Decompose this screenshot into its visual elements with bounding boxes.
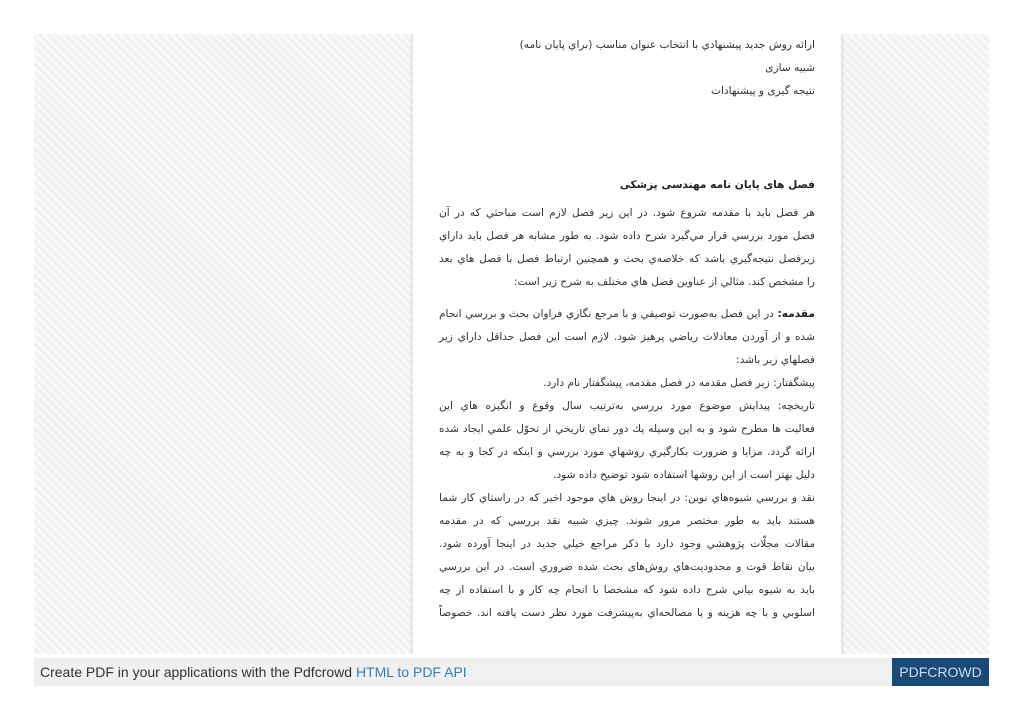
paragraph-line: ارائه گردد. مزايا و ضرورت بكارگيري روشهاي مورد بررسي و اينكه در كجا و به چه bbox=[439, 446, 815, 458]
content-column bbox=[412, 34, 842, 654]
paragraph-line: نقد و بررسي شيوه‌هاي نوين: در اينجا روش هاي موجود اخير كه در راستاي كار شما bbox=[439, 492, 815, 504]
section-heading: فصل های پايان نامه مهندسی پزشكی bbox=[619, 179, 815, 191]
paragraph-line: هستند بايد به طور مختصر مرور شوند. چيزي شبيه نقد بررسي كه در مقدمه bbox=[439, 515, 815, 527]
body-paragraphs bbox=[439, 372, 815, 625]
footer-text: Create PDF in your applications with the Pdfcrowd bbox=[40, 664, 353, 680]
paragraph-line: فصل مورد بررسي قرار مي‌گيرد شرح داده شود. به طور مشابه هر فصل بايد داراي bbox=[439, 230, 815, 242]
html-to-pdf-api-link[interactable]: HTML to PDF API bbox=[355, 664, 467, 680]
toc-item: شبيه سازی bbox=[765, 62, 815, 74]
paragraph-line: اسلوبي و با چه هزينه و يا مصالحه‌اي به‌پيشرفت مورد نظر دست يافته اند. خصوصاً bbox=[439, 607, 815, 619]
paragraph-line: بيان نقاط قوت و محدوديت‌هاي روش‌های بحث شده ضروري است. در اين بررسي bbox=[439, 561, 815, 573]
toc-item: نتيجه گيری و پيشنهادات bbox=[711, 85, 815, 97]
paragraph-line: دليل بهتر است از اين روشها استفاده شود توضيح داده شود. bbox=[553, 469, 815, 481]
paragraph-line: فصلهاي زير باشد: bbox=[736, 354, 815, 366]
paragraph-line: تاريخچه: پيدايش موضوع مورد بررسي به‌ترتيب سال وقوع و انگيزه هاي اين bbox=[439, 400, 815, 412]
paragraph-line bbox=[439, 303, 815, 326]
toc-item: ارائه روش جديد پيشنهادي با انتخاب عنوان مناسب (براي پايان نامه) bbox=[519, 39, 815, 51]
paragraph-line: را مشخص كند. مثالي از عناوين فصل هاي مختلف به شرح زير است: bbox=[513, 276, 815, 288]
paragraph-line: هر فصل بايد با مقدمه شروع شود. در اين زير فصل لازم است مباحثي كه در آن bbox=[439, 207, 815, 219]
pdfcrowd-logo-link[interactable]: PDFCROWD bbox=[892, 658, 989, 686]
intro-paragraph bbox=[439, 202, 815, 294]
footer-message bbox=[40, 664, 467, 680]
article bbox=[439, 34, 815, 625]
paragraph-line: شده و از آوردن معادلات رياضي پرهيز شود. لازم است اين فصل حداقل داراي زير bbox=[439, 331, 815, 343]
term-label: مقدمه: bbox=[777, 308, 815, 320]
introduction-paragraph bbox=[439, 303, 815, 372]
paragraph-line: بايد به شيوه بياني شرح داده شود كه مشخصا با انجام چه كار و با استفاده از چه bbox=[439, 584, 815, 596]
pdf-page-frame bbox=[34, 34, 989, 654]
paragraph-line: زيرفصل نتيجه‌گيري باشد كه خلاصه‌ي بحث و همچنين ارتباط فصل با فصل هاي بعد bbox=[439, 253, 815, 265]
term-body: در اين فصل به‌صورت توصيفي و با مرجع نگاري فراوان بحث و بررسي انجام bbox=[439, 308, 778, 320]
paragraph-line: پيشگفتار: زير فصل مقدمه در فصل مقدمه، پيشگفتار نام دارد. bbox=[543, 377, 815, 389]
pdfcrowd-footer bbox=[34, 658, 989, 686]
paragraph-line: فعاليت ها مطرح شود و به اين وسيله يك دور نماي تاريخي از تحوّل علمي ايجاد شده bbox=[439, 423, 815, 435]
paragraph-line: مقالات مجلّات پژوهشي وجود دارد با ذكر مراجع خيلي جديد در اينجا آورده شود. bbox=[439, 538, 815, 550]
